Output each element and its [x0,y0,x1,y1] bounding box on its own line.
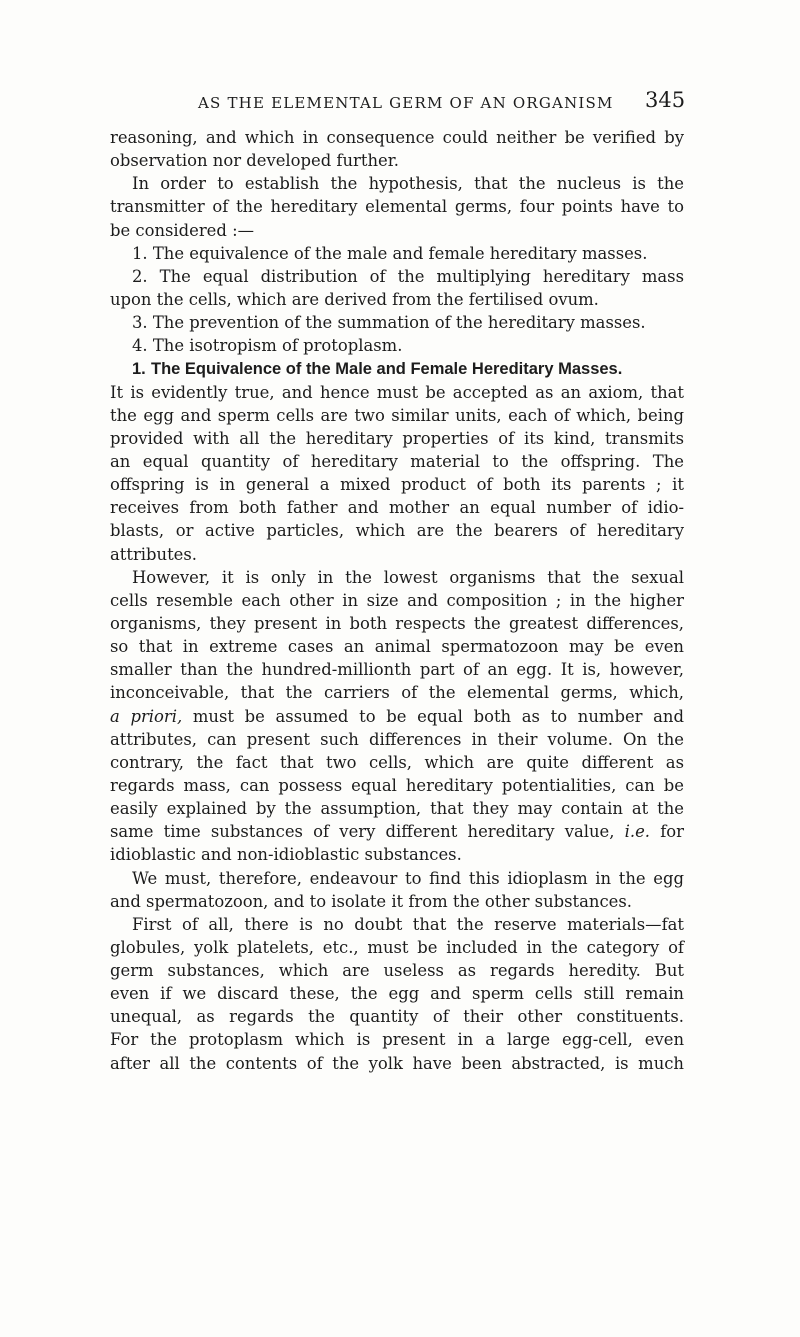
text-line: For the protoplasm which is present in a large egg-cell, even [110,1030,684,1050]
text-line: after all the contents of the yolk have been abstracted, is much [110,1053,684,1073]
section-heading [110,357,684,380]
text-line [110,705,684,728]
text-line: regards mass, can possess equal hereditary potentialities, can be [110,775,684,795]
text-line: even if we discard these, the egg and sperm cells still remain [110,984,684,1004]
text-run: for [650,822,684,842]
text-line: provided with all the hereditary properties of its kind, transmits [110,428,684,448]
text-line: transmitter of the hereditary elemental germs, four points have to [110,197,684,217]
text-line: inconceivable, that the carriers of the elemental germs, which, [110,683,684,703]
text-line: In order to establish the hypothesis, that the nucleus is the [132,174,684,194]
text-line [110,820,684,843]
text-line: an equal quantity of hereditary material to the offspring. The [110,451,684,471]
text-line: germ substances, which are useless as regards heredity. But [110,961,684,981]
text-line: easily explained by the assumption, that they may contain at the [110,799,684,819]
text-line: and spermatozoon, and to isolate it from the other substances. [110,891,632,911]
text-run: same time substances of very different hereditary value, [110,822,625,842]
list-item: 3. The prevention of the summation of the hereditary masses. [132,313,646,333]
list-item: 2. The equal distribution of the multiplying hereditary mass [132,266,684,286]
text-line: First of all, there is no doubt that the reserve materials—fat [132,914,684,934]
heading-title: The Equivalence of the Male and Female Hereditary Masses. [150,360,623,379]
heading-number: 1. [132,360,146,379]
text-line: organisms, they present in both respects the greatest differences, [110,613,684,633]
text-line: the egg and sperm cells are two similar units, each of which, being [110,405,684,425]
text-line: attributes, can present such differences in their volume. On the [110,729,684,749]
text-line: We must, therefore, endeavour to find this idioplasm in the egg [132,868,684,888]
text-line: receives from both father and mother an equal number of idio- [110,498,684,518]
running-head [0,88,800,118]
text-line: be considered :— [110,220,255,240]
text-line: offspring is in general a mixed product of both its parents ; it [110,475,684,495]
text-line: so that in extreme cases an animal spermatozoon may be even [110,637,684,657]
text-line: contrary, the fact that two cells, which are quite different as [110,752,684,772]
italic-text: a priori, [110,706,183,726]
text-line: idioblastic and non-idioblastic substances. [110,845,462,865]
page-number: 345 [645,88,686,112]
text-line: observation nor developed further. [110,151,399,171]
text-line: upon the cells, which are derived from the fertilised ovum. [110,289,599,309]
list-item: 4. The isotropism of protoplasm. [132,336,403,356]
body-text [110,126,684,1075]
text-run: must be assumed to be equal both as to number and [182,706,684,726]
text-line: blasts, or active particles, which are the bearers of hereditary [110,521,684,541]
text-line: globules, yolk platelets, etc., must be included in the category of [110,937,684,957]
running-title: AS THE ELEMENTAL GERM OF AN ORGANISM [198,94,614,112]
text-line: unequal, as regards the quantity of their other constituents. [110,1007,684,1027]
text-line: reasoning, and which in consequence could neither be verified by [110,128,684,147]
italic-text: i.e. [624,822,651,842]
text-line: smaller than the hundred-millionth part of an egg. It is, however, [110,660,684,680]
text-line: attributes. [110,544,197,564]
text-line: However, it is only in the lowest organisms that the sexual [132,567,684,587]
list-item: 1. The equivalence of the male and female hereditary masses. [132,243,648,263]
text-line: cells resemble each other in size and composition ; in the higher [110,590,684,610]
text-line: It is evidently true, and hence must be accepted as an axiom, that [110,382,684,402]
